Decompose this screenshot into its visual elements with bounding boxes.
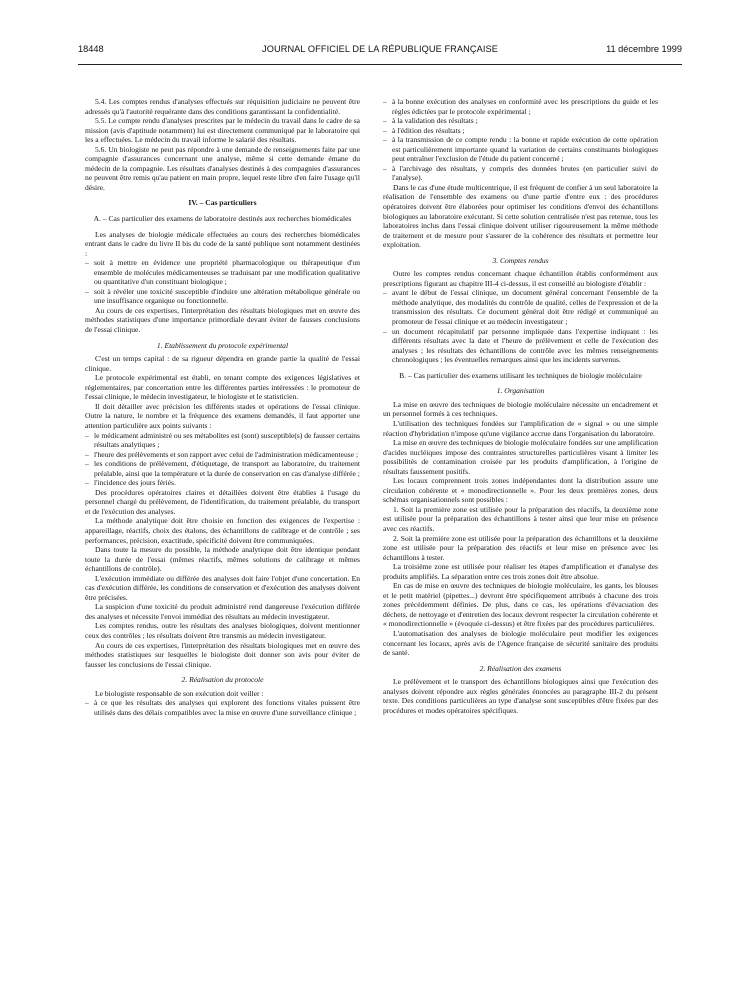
paragraph: C'est un temps capital : de sa rigueur dépendra en grande partie la qualité de l'essai clinique. (85, 354, 360, 373)
section-heading: IV. – Cas particuliers (188, 198, 257, 208)
list-item (383, 327, 658, 365)
list-item (383, 135, 658, 164)
paragraph: Il doit détailler avec précision les différents stades et opérations de l'essai clinique. Outre la nature, le nombre et la fréquence des examens demandés, il faut apporter une attention particulière aux points suivants : (85, 401, 360, 430)
paragraph: Outre les comptes rendus concernant chaque échantillon établis conformément aux prescriptions figurant au chapitre III-4 ci-dessus, il est conseillé au biologiste d'établir : (383, 269, 658, 288)
list-item-text: à la validation des résultats ; (392, 116, 478, 126)
paragraph: La troisième zone est utilisée pour réaliser les étapes d'amplification et d'analyse des produits amplifiés. La séparation entre ces trois zones doit être absolue. (383, 562, 658, 581)
paragraph: Le protocole expérimental est établi, en tenant compte des exigences législatives et réglementaires, par concertation entre les différentes parties intéressées : le promoteur de l'essai clinique, le médecin investigateur, le biologiste et le statisticien. (85, 373, 360, 402)
list-item (85, 459, 360, 478)
paragraph: Dans toute la mesure du possible, la méthode analytique doit être identique pendant toute la durée de l'essai (mêmes réactifs, mêmes solutions de calibrage et mêmes échantillons de contrôle). (85, 545, 360, 574)
section-heading: 2. Réalisation des examens (479, 663, 562, 673)
section-heading: 3. Comptes rendus (492, 255, 549, 265)
list-item-text: soit à révéler une toxicité susceptible d'induire une altération métabolique générale ou une insuffisance organique ou fonctionnelle. (94, 286, 360, 306)
page-number: 18448 (78, 44, 104, 54)
list-item-text: les conditions de prélèvement, d'étiquetage, de transport au laboratoire, du traitement préalable, ainsi que la température et la durée de conservation en cas d'analyse différée ; (94, 459, 360, 478)
list-item (85, 450, 360, 460)
journal-title: JOURNAL OFFICIEL DE LA RÉPUBLIQUE FRANÇAISE (262, 44, 498, 54)
list-dash: – (85, 459, 89, 469)
paragraph: La mise en œuvre des techniques de biologie moléculaire nécessite un encadrement et un personnel formés à ces techniques. (383, 399, 658, 419)
paragraph: La suspicion d'une toxicité du produit administré rend dangereuse l'exécution différée des analyses et nécessite l'envoi immédiat des résultats au médecin investigateur. (85, 602, 360, 621)
list-item (85, 287, 360, 306)
list-item-text: avant le début de l'essai clinique, un document général concernant l'ensemble de la méthode analytique, des modalités du contrôle de qualité, celles de l'expression et de la transmission des résultats. Ce document général doit être rédigé et communiqué au promoteur de l'essai clinique et au médecin investigateur ; (392, 288, 658, 327)
list-item (85, 431, 360, 450)
list-dash: – (85, 286, 89, 296)
paragraph: En cas de mise en œuvre des techniques de biologie moléculaire, les gants, les blouses et le petit matériel (pipettes...) devront être spécifiquement attribués à chacune des trois zones précédemment définies. De plus, dans ce cas, les opérations d'évacuation des déchets, de nettoyage et d'entretien des locaux devront respecter la circulation cohérente et « monodirectionnelle » (évoquée ci-dessus) et être fixées par des procédures particulières. (383, 581, 658, 629)
list-dash: – (383, 116, 387, 126)
list-item (383, 126, 658, 136)
list-item-text: un document récapitulatif par personne impliquée dans l'expertise indiquant : les différents résultats avec la date et l'heure de prélèvement et celle de l'exécution des analyses ; les résultats des échantillons de contrôle avec les mêmes renseignements chronologiques ; les éventuelles remarques ainsi que les incidents survenus. (392, 326, 658, 365)
section-heading: 1. Organisation (496, 386, 545, 396)
list-item-text: l'incidence des jours fériés. (94, 478, 176, 488)
paragraph: Les locaux comprennent trois zones indépendantes dont la distribution assure une circulation cohérente et « monodirectionnelle ». Pour les deux premières zones, deux schémas organisationnels sont possibles : (383, 476, 658, 505)
list-item (85, 478, 360, 488)
paragraph: 5.5. Le compte rendu d'analyses prescrites par le médecin du travail dans le cadre de sa mission (avis d'aptitude notamment) lui est directement communiqué par le laboratoire qui les a effectuées. Le médecin du travail informe le salarié des résultats. (85, 116, 360, 145)
paragraph: Au cours de ces expertises, l'interprétation des résultats biologiques met en œuvre des méthodes statistiques sur lesquelles le biologiste doit donner son avis pour éviter de fausser les conclusions de l'essai clinique. (85, 640, 360, 669)
list-item-text: le médicament administré ou ses métabolites est (sont) susceptible(s) de fausser certains résultats analytiques ; (94, 430, 360, 450)
list-item (85, 698, 360, 717)
paragraph: 2. Soit la première zone est utilisée pour la préparation des échantillons et la deuxième zone est utilisée pour la préparation des réactifs et leur mise en présence avec les échantillons à tester. (383, 533, 658, 562)
page-header (78, 44, 682, 60)
paragraph: Le biologiste responsable de son exécution doit veiller : (95, 688, 264, 698)
paragraph: Des procédures opératoires claires et détaillées doivent être établies à l'usage du personnel chargé du prélèvement, de l'identification, du traitement préalable, du transport et de l'exécution des analyses. (85, 487, 360, 516)
left-column (85, 97, 360, 717)
header-rule (78, 64, 682, 65)
list-dash: – (383, 135, 387, 145)
list-dash: – (85, 698, 89, 708)
paragraph: La mise en œuvre des techniques de biologie moléculaire fondées sur une amplification d'acides nucléiques impose des contraintes structurelles particulières visant à limiter les possibilités de contamination croisée par les produits d'amplification, à l'origine de résultats faussement positifs. (383, 438, 658, 476)
section-heading: B. – Cas particulier des examens utilisant les techniques de biologie moléculaire (399, 370, 642, 380)
list-item-text: à la transmission de ce compte rendu : la bonne et rapide exécution de cette opération est particulièrement importante quand la variation de certains constituants biologiques peut entraîner l'exclusion de l'étude du patient concerné ; (392, 135, 658, 164)
list-item-text: à l'archivage des résultats, y compris des données brutes (en particulier suivi de l'analyse). (392, 163, 658, 183)
list-dash: – (383, 125, 387, 135)
list-item (383, 164, 658, 183)
section-heading: A. – Cas particulier des examens de laboratoire destinés aux recherches biomédicales (93, 214, 352, 224)
paragraph: Le prélèvement et le transport des échantillons biologiques ainsi que l'exécution des analyses doivent répondre aux règles générales énoncées au paragraphe III-2 du présent texte. Des conditions particulières au type d'analyse sont susceptibles d'être fixées par des procédures et modes opératoires spécifiques. (383, 677, 658, 715)
list-item (383, 116, 658, 126)
list-dash: – (383, 288, 387, 298)
paragraph: Au cours de ces expertises, l'interprétation des résultats biologiques met en œuvre des méthodes statistiques d'une importance primordiale devant éviter de fausses conclusions de l'essai clinique. (85, 305, 360, 335)
list-dash: – (85, 478, 89, 488)
list-item-text: à ce que les résultats des analyses qui explorent des fonctions vitales puissent être utilisés dans des délais compatibles avec la mise en œuvre d'une surveillance clinique ; (94, 698, 360, 717)
paragraph: 1. Soit la première zone est utilisée pour la préparation des réactifs, la deuxième zone est utilisée pour la préparation des échantillons à tester ainsi que leur mise en présence avec ces réactifs. (383, 504, 658, 533)
issue-date: 11 décembre 1999 (606, 44, 682, 54)
list-item-text: à l'édition des résultats ; (392, 125, 465, 135)
list-dash: – (383, 163, 387, 173)
list-item-text: à la bonne exécution des analyses en conformité avec les prescriptions du guide et les règles édictées par le protocole expérimental ; (392, 97, 658, 116)
paragraph: 5.4. Les comptes rendus d'analyses effectués sur réquisition judiciaire ne peuvent être adressés qu'à l'autorité requérante dans des conditions garantissant la confidentialité. (85, 97, 360, 116)
list-item (383, 97, 658, 116)
section-heading: 2. Réalisation du protocole (181, 675, 264, 685)
paragraph: La méthode analytique doit être choisie en fonction des exigences de l'expertise : appareillage, réactifs, choix des étalons, des échantillons de calibrage et de contrôle ; ses performances, précision, exactitude, spécificité doivent être communiquées. (85, 516, 360, 545)
paragraph: L'exécution immédiate ou différée des analyses doit faire l'objet d'une concertation. En cas d'exécution différée, les conditions de conservation et d'exécution des analyses doivent être précisées. (85, 573, 360, 602)
paragraph: L'automatisation des analyses de biologie moléculaire peut modifier les exigences concernant les locaux, après avis de l'Agence française de sécurité sanitaire des produits de santé. (383, 628, 658, 658)
list-dash: – (383, 97, 387, 106)
section-heading: 1. Etablissement du protocole expérimental (156, 340, 289, 350)
list-item-text: l'heure des prélèvements et son rapport avec celui de l'administration médicamenteuse ; (94, 449, 359, 459)
list-dash: – (85, 449, 89, 459)
list-item (85, 258, 360, 287)
paragraph: L'utilisation des techniques fondées sur l'amplification de « signal » ou une simple réaction d'hybridation n'impose qu'une vigilance accrue dans l'organisation du laboratoire. (383, 418, 658, 438)
right-column (383, 97, 658, 715)
list-dash: – (85, 430, 89, 440)
paragraph: Les comptes rendus, outre les résultats des analyses biologiques, doivent mentionner ceux des contrôles ; les résultats doivent être transmis au médecin investigateur. (85, 621, 360, 640)
paragraph: Dans le cas d'une étude multicentrique, il est fréquent de confier à un seul laboratoire la réalisation de l'ensemble des examens ou d'une partie d'entre eux : des procédures opératoires doivent être élaborées pour optimiser les conditions d'envoi des échantillons biologiques au laboratoire exécutant. Si cette solution centralisée n'est pas retenue, tous les laboratoires inclus dans l'essai clinique doivent utiliser rigoureusement la même méthode de traitement et de mesure pour s'assurer de la cohérence des résultats et permettre leur exploitation. (383, 182, 658, 250)
list-dash: – (85, 258, 89, 268)
list-dash: – (383, 326, 387, 336)
paragraph: 5.6. Un biologiste ne peut pas répondre à une demande de renseignements faite par une compagnie d'assurances concernant une analyse, même si cette demande émane du médecin de la compagnie. Les résultats d'analyses destinés à des compagnies d'assurances ne peuvent être remis qu'au patient en main propre, lequel reste libre d'en faire l'usage qu'il désire. (85, 144, 360, 192)
list-item (383, 288, 658, 326)
paragraph: Les analyses de biologie médicale effectuées au cours des recherches biomédicales entrant dans le cadre du livre II bis du code de la santé publique sont notamment destinées : (85, 229, 360, 258)
list-item-text: soit à mettre en évidence une propriété pharmacologique ou thérapeutique d'un ensemble de molécules médicamenteuses se traduisant par une modification qualitative ou quantitative d'un constituant biologique ; (94, 258, 360, 287)
